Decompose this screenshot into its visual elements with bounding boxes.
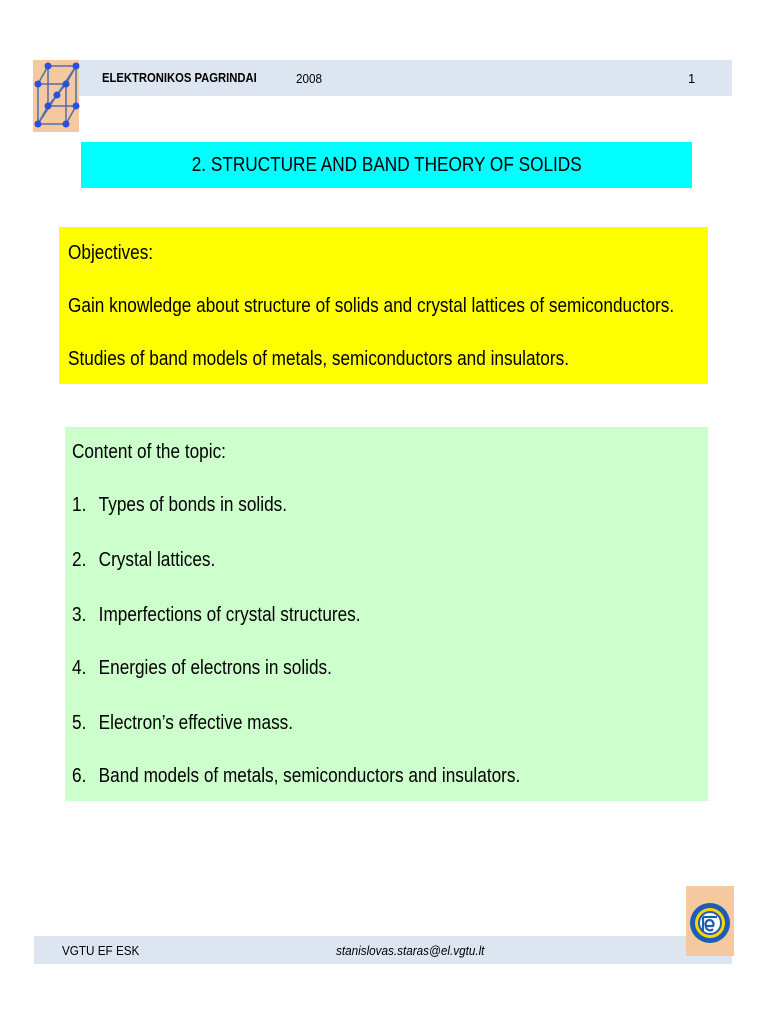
footer-email: stanislovas.staras@el.vgtu.lt [336, 943, 485, 958]
content-item [72, 712, 293, 735]
objectives-box [59, 227, 708, 384]
content-item [72, 657, 332, 680]
content-heading: Content of the topic: [72, 441, 226, 463]
content-item-number: 2. [72, 549, 87, 571]
content-item-number: 1. [72, 494, 87, 516]
content-item [72, 765, 520, 788]
objective-item: Studies of band models of metals, semiconductors and insulators. [68, 348, 569, 370]
objective-item: Gain knowledge about structure of solids and crystal lattices of semiconductors. [68, 295, 675, 317]
content-item-number: 3. [72, 604, 87, 626]
content-item-number: 6. [72, 765, 87, 787]
content-item-text: Imperfections of crystal structures. [98, 604, 361, 626]
course-year: 2008 [296, 71, 323, 86]
course-title: ELEKTRONIKOS PAGRINDAI [102, 71, 257, 85]
footer-department: VGTU EF ESK [62, 943, 140, 958]
content-item [72, 494, 287, 517]
content-item [72, 604, 361, 627]
content-item-text: Electron’s effective mass. [98, 712, 294, 734]
page-number: 1 [688, 71, 696, 86]
content-item-text: Band models of metals, semiconductors and insulators. [98, 765, 521, 787]
content-item-number: 5. [72, 712, 87, 734]
slide-title-bar [81, 142, 692, 188]
content-item [72, 549, 215, 572]
slide-title: 2. STRUCTURE AND BAND THEORY OF SOLIDS [191, 153, 582, 176]
content-item-text: Crystal lattices. [98, 549, 216, 571]
content-item-text: Types of bonds in solids. [98, 494, 288, 516]
objectives-heading: Objectives: [68, 242, 154, 264]
university-emblem-icon [686, 886, 734, 956]
content-item-text: Energies of electrons in solids. [98, 657, 332, 679]
content-box [65, 427, 708, 801]
crystal-lattice-icon [30, 58, 82, 136]
content-item-number: 4. [72, 657, 87, 679]
